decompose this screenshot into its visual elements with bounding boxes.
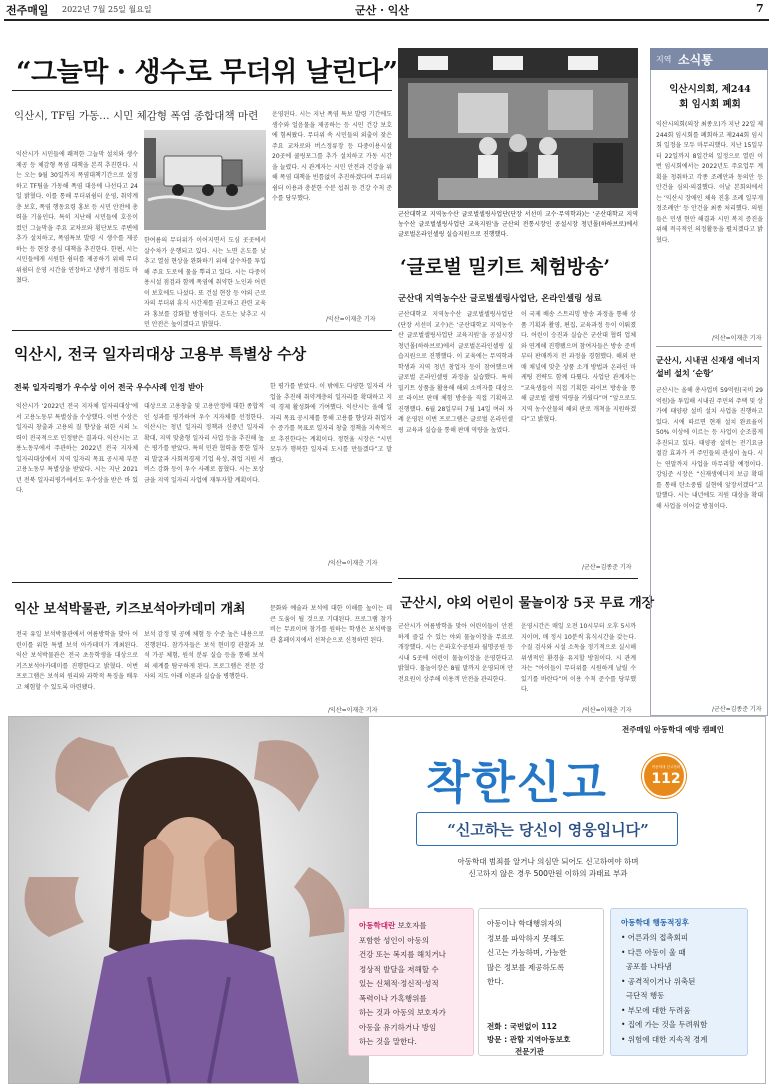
- story2-headline: ‘글로벌 밀키트 체험방송’: [400, 256, 610, 278]
- story2-byline: /군산=김종준 기자: [582, 564, 632, 571]
- ad-box2-line: 아동이나 학대행위자의: [487, 919, 562, 928]
- sidebar-item2-body: 군산시는 올해 총사업비 59억원(국비 29억원)을 투입해 시내권 주민의 주택 및 상가에 태양광 설비 설치 사업을 진행하고 있다. 시에 따르면 현재 설치 완료율이 50% 이상에 이르는 등 사업이 순조롭게 추진되고 있다. 태양광 설비는 전기요금 절감 효과가 커 주민들의 관심이 높다. 시는 연말까지 사업을 마무리할 예정이다. 강임준 시장은 “신재생에너지 보급 확대를 통해 탄소중립 실현에 앞장서겠다”고 말했다. 시는 내년에도 지원 대상을 확대해 사업을 이어갈 방침이다.: [656, 387, 763, 510]
- sidebar-item1-body: 익산시의회(의장 최종오)가 지난 22일 제244회 임시회를 폐회하고 제244회 임시회 일정을 모두 마무리했다. 지난 15일부터 22일까지 8일간의 일정으로 열린 이번 임시회에서는 2022년도 주요업무 계획을 청취하고 각종 조례안과 동의안 등 안건을 심의·의결했다. 이날 본회의에서는 ‘익산시 장애인 체육 진흥 조례 일부개정조례안’ 등 안건을 최종 처리했다. 의원들은 민생 현안 해결과 시민 복지 증진을 위해 적극적인 의정활동을 펼치겠다고 밝혔다.: [656, 121, 763, 244]
- ad-box1-line: 포함한 성인이 아동의: [359, 935, 429, 945]
- paper-name: 전주매일: [6, 4, 49, 17]
- ad-box1-line: 있는 신체적·정신적·성적: [359, 979, 439, 988]
- ad-box1-line: 건강 또는 복지를 해치거나: [359, 950, 446, 959]
- story1-col2: 한여름의 무더위가 이어지면서 도심 곳곳에서 살수차가 운행되고 있다. 시는 노면 온도를 낮추고 열섬 현상을 완화하기 위해 살수차를 투입해 주요 도로에 물을 뿌리고 있다. 시는 다중이용시설 점검과 함께 폭염에 취약한 노인과 어린이 보호에도 나섰다. 또 건설 현장 등 야외 근로자의 무더위 휴식 시간제를 권고하고 관련 교육과 홍보를 강화할 방침이다. 온도는 낮추고 시민 안전은 높이겠다고 밝혔다.: [144, 237, 266, 328]
- ad-box3-line: 공포를 나타냄: [621, 962, 672, 971]
- story5-col2: 운영시간은 매일 오전 10시부터 오후 5시까지이며, 매 정시 10분씩 휴식시간을 갖는다. 수질 검사와 시설 소독을 정기적으로 실시해 위생적인 환경을 유지할 방침이다. 시 관계자는 “아이들이 무더위를 시원하게 날릴 수 있기를 바란다”며 이용 수칙 준수를 당부했다.: [521, 623, 636, 693]
- ad-campaign-label: 전주매일 아동학대 예방 캠페인: [622, 725, 725, 734]
- ad-box-definition: [348, 908, 474, 1056]
- child-fear-illustration: [9, 717, 369, 1083]
- ad-box2-line: 정보를 파악하지 못해도: [487, 933, 565, 943]
- ad-box1-line: 아동을 유기하거나 방임: [359, 1022, 437, 1032]
- story4-col2: 보석 감정 및 공예 체험 등 수준 높은 내용으로 진행된다. 참가자들은 보석 현미경 관찰과 보석 가공 체험, 원석 분류 실습 등을 통해 보석의 세계를 탐구하게 된다. 프로그램은 전문 강사의 지도 아래 이론과 실습을 병행한다.: [144, 631, 264, 680]
- ad-box1-line: 정상적 발달을 저해할 수: [359, 964, 439, 974]
- ad-box3-title: 아동학대 행동적징후: [621, 918, 689, 927]
- story1-rule: [12, 90, 392, 91]
- story1-subhead: 익산시, TF팀 가동… 시민 체감형 폭염 종합대책 마련: [14, 110, 259, 122]
- story2-col1: 군산대학교 지역농수산 글로벌셀링사업단(단장 서선미 교수)은 ‘군산대학교 지역농수산 글로벌셀링사업단 교육지원’을 공설시장 청년몰(하하브로)에서 글로벌온라인셀링 실습지원으로 진행했다. 이 교육에는 무역학과 학생과 지역 청년 창업자 등이 참여했으며 글로벌 온라인셀링 과정을 실습했다. 특히 밀키트 상품을 활용해 해외 소비자를 대상으로 라이브 판매 체험 방송을 직접 기획하고 진행했다. 6월 28일부터 7월 14일 여러 차례 운영된 이번 프로그램은 글로벌 온라인셀링 교육과 실습을 통해 판매 역량을 높였다.: [398, 311, 513, 434]
- story1-col1: 익산시가 시민들에 쾌적한 그늘막 설치와 생수 제공 등 체감형 폭염 대책을 본격 추진한다. 시는 오는 9월 30일까지 폭염대책기간으로 설정하고 TF팀을 가동해 폭염 대응에 나선다고 24일 밝혔다. 이를 통해 무더위쉼터 운영, 취약계층 보호, 폭염 행동요령 홍보 등 시민 안전에 총력을 기울인다. 특히 지난해 시민들에 호응이 컸던 그늘막을 주요 교차로와 횡단보도 주변에 추가 설치하고, 폭염특보 발령 시 생수를 제공하는 등 현장 중심 대책을 추진한다. 한편, 시는 시민들에게 시원한 쉼터를 제공하기 위해 무더위쉼터 운영 시간을 연장하고 냉방기 점검도 마쳤다.: [16, 151, 138, 284]
- ad-box2-line: 신고는 가능하며, 가능한: [487, 948, 567, 957]
- ad-box3-line: • 어른과의 접촉회피: [621, 933, 689, 942]
- ad-box-signs: [610, 908, 748, 1056]
- ad-box1-line: 폭력이나 가혹행위를: [359, 993, 427, 1003]
- ad-box1-title: 아동학대란: [359, 921, 396, 930]
- sidebar-item2-headline: 군산시, 시내권 신재생 에너지 설비 설치 ‘순항’: [656, 355, 760, 378]
- ad-box3-line: • 부모에 대한 두려움: [621, 1005, 691, 1015]
- sidebar-item2-byline: /군산=김종준 기자: [712, 706, 762, 713]
- story1-byline: /익산=이재춘 기자: [326, 316, 376, 323]
- story3-headline: 익산시, 전국 일자리대상 고용부 특별상 수상: [14, 345, 307, 363]
- ad-box1-line: 하는 것을 말한다.: [359, 1037, 417, 1046]
- page-number: 7: [756, 2, 764, 15]
- ad-box2-line: 많은 정보를 제공하도록: [487, 962, 565, 972]
- story3-col1: 익산시가 ‘2022년 전국 지자체 일자리대상’에서 고용노동부 특별상을 수상했다. 이번 수상은 일자리 창출과 고용의 질 향상을 위한 시의 노력이 전국적으로 인정받은 결과다. 익산시는 고용노동부에서 주관하는 2022년 전국 지자체 일자리대상에서 지역 일자리 목표 공시제 부문 고용노동부 특별상을 받았다. 시는 지난 2021년 전북 일자리평가에서도 우수상을 받은 바 있다.: [16, 403, 138, 494]
- ad-badge-small: 아동학대 신고전화: [651, 765, 681, 769]
- studio-photo-icon: [398, 48, 638, 208]
- story5-col1: 군산시가 여름방학을 맞아 어린이들이 안전하게 즐길 수 있는 야외 물놀이장을 무료로 개장했다. 시는 은파호수공원과 월명공원 등 시내 5곳에 어린이 물놀이장을 운영한다고 밝혔다. 물놀이장은 8월 말까지 운영되며 안전요원이 상주해 이용객 안전을 관리한다.: [398, 623, 513, 683]
- ad-box3-line: 극단적 행동: [621, 991, 665, 1000]
- sidebar-title: 소식통: [678, 53, 713, 67]
- ad-photo: [9, 717, 369, 1083]
- sidebar-header: [650, 48, 768, 70]
- ad-intro-line2: 신고하지 않은 경우 500만원 이하의 과태료 부과: [468, 869, 628, 878]
- story1-col3: 운영된다. 시는 지난 폭염 특보 발령 기간에도 생수와 얼음물을 제공하는 등 시민 건강 보호에 힘써왔다. 무더위 속 시민들의 외출이 잦은 주요 교차로와 버스정류장 등 다중이용시설 20곳에 쿨링포그를 추가 설치하고 가동 시간을 늘렸다. 시 관계자는 시민 안전과 건강을 위해 폭염 대책을 빈틈없이 추진하겠다며 무더위 쉼터 이용과 충분한 수분 섭취 등 건강 수칙 준수를 당부했다.: [272, 111, 392, 202]
- issue-date: 2022년 7월 25일 월요일: [62, 5, 152, 14]
- story3-byline: /익산=이재춘 기자: [328, 560, 378, 567]
- ad-phone-line: 전화 : 국번없이 112: [487, 1022, 557, 1031]
- story4-top-rule: [12, 582, 392, 583]
- ad-intro-line1: 아동학대 범죄를 알거나 의심만 되어도 신고하여야 하며: [457, 857, 639, 866]
- story4-headline: 익산 보석박물관, 키즈보석아카데미 개최: [14, 602, 246, 617]
- masthead-rule: [4, 19, 769, 21]
- story4-byline: /익산=이재춘 기자: [328, 707, 378, 714]
- ad-box3-line: • 공격적이거나 위축된: [621, 976, 696, 986]
- ad-box3-line: • 집에 가는 것을 두려워함: [621, 1020, 708, 1029]
- story1-photo: [144, 130, 266, 230]
- ad-box-report: [478, 908, 604, 1056]
- ad-badge: [642, 754, 686, 798]
- story2-col2: 이 국제 배송 스트리밍 방송 과정을 통해 상품 기획과 촬영, 편집, 교육과정 등이 이뤄졌다. 어린이 승진과 실습은 군산대 협력 업체와 연계해 진행됐으며 참여자들은 방송 준비부터 판매까지 전 과정을 경험했다. 해외 판매 채널에 맞춘 상품 소개 방법과 온라인 마케팅 전략도 함께 다뤘다. 사업단 관계자는 “교육생들이 직접 기획한 라이브 방송을 통해 글로벌 셀링 역량을 키웠다”며 “앞으로도 지역 농수산물의 해외 판로 개척을 지원하겠다”고 밝혔다.: [521, 311, 636, 423]
- ad-logo-text: 착한신고: [426, 756, 608, 809]
- ad-badge-number: 112: [651, 771, 681, 787]
- story2-photo-caption: 군산대학교 지역농수산 글로벌셀링사업단(단장 서선미 교수·무역학과)는 ‘군산대학교 지역농수산 글로벌셀링사업단 교육지원’을 군산의 전통시장인 공설시장 청년몰(하하브로)에서 글로벌온라인셀링 실습지원으로 진행했다.: [398, 211, 638, 238]
- story1-headline: “그늘막 · 생수로 무더위 날린다”: [16, 57, 398, 88]
- sidebar-title-prefix: 지역: [656, 55, 672, 64]
- ad-visit-line2: 전문기관: [515, 1047, 544, 1056]
- story5-top-rule: [398, 578, 638, 579]
- story2-photo: [398, 48, 638, 208]
- ad-slogan-box: [416, 812, 678, 846]
- story4-col1: 전국 유일 보석박물관에서 여름방학을 맞아 어린이를 위한 특별 보석 아카데미가 개최된다. 익산 보석박물관은 전국 초등학생을 대상으로 키즈보석아카데미를 진행한다고 밝혔다. 이번 프로그램은 보석의 원리와 과학적 특징을 배우고 체험할 수 있도록 마련됐다.: [16, 631, 138, 691]
- ad-box3-line: • 위험에 대한 지속적 경계: [621, 1034, 708, 1044]
- story3-col2: 대상으로 고용창출 및 고용안정에 대한 종합적인 성과를 평가하여 우수 지자체를 선정한다. 익산시는 청년 일자리 정책과 신중년 일자리 확대, 지역 맞춤형 일자리 사업 등을 추진해 높은 평가를 받았다. 특히 민관 협력을 통한 일자리 발굴과 사회적경제 기업 육성, 취업 지원 서비스 강화 등이 우수 사례로 꼽혔다. 시는 포상금을 지역 일자리 사업에 재투자할 계획이다.: [144, 403, 264, 484]
- story5-headline: 군산시, 야외 어린이 물놀이장 5곳 무료 개장: [400, 596, 655, 611]
- sidebar-divider: [656, 346, 762, 347]
- story3-top-rule: [12, 330, 392, 331]
- story3-col3: 한 평가를 받았다. 이 밖에도 다양한 일자리 사업을 추진해 취약계층의 일자리를 확대하고 지역 경제 활성화에 기여했다. 익산시는 올해 일자리 목표 공시제를 통해 고용률 향상과 취업자 수 증가를 목표로 일자리 창출 정책을 지속적으로 추진한다는 계획이다. 정헌율 시장은 “시민 모두가 행복한 일자리 도시를 만들겠다”고 말했다.: [270, 383, 392, 464]
- ad-slogan: “신고하는 당신이 영웅입니다”: [447, 821, 649, 839]
- story5-byline: /익산=이재춘 기자: [582, 707, 632, 714]
- section-name: 군산 · 익산: [355, 4, 409, 17]
- sidebar-item1-byline: /익산=이재춘 기자: [712, 335, 762, 342]
- ad-box1-line: 아동학대란 보호자를: [359, 921, 427, 930]
- water-truck-icon: [144, 130, 266, 230]
- ad-box1-line: 하는 것과 아동의 보호자가: [359, 1008, 446, 1017]
- sidebar-item1-headline: 익산시의회, 제244회 임시회 폐회: [669, 84, 751, 110]
- ad-box2-line: 한다.: [487, 977, 504, 986]
- ad-visit-line1: 방문 : 관할 지역아동보호: [487, 1035, 571, 1044]
- story3-subhead: 전북 일자리평가 우수상 이어 전국 우수사례 인정 받아: [14, 383, 204, 392]
- masthead: [0, 0, 773, 18]
- story4-col3: 문화와 예술과 보석에 대한 이해를 높이는 데 큰 도움이 될 것으로 기대된다. 프로그램 참가비는 무료이며 참가를 원하는 학생은 보석박물관 홈페이지에서 선착순으로 신청하면 된다.: [270, 605, 392, 644]
- story2-subhead: 군산대 지역농수산 글로벌셀링사업단, 온라인셀링 성료: [398, 294, 602, 304]
- ad-box3-line: • 다른 아동이 울 때: [621, 947, 686, 957]
